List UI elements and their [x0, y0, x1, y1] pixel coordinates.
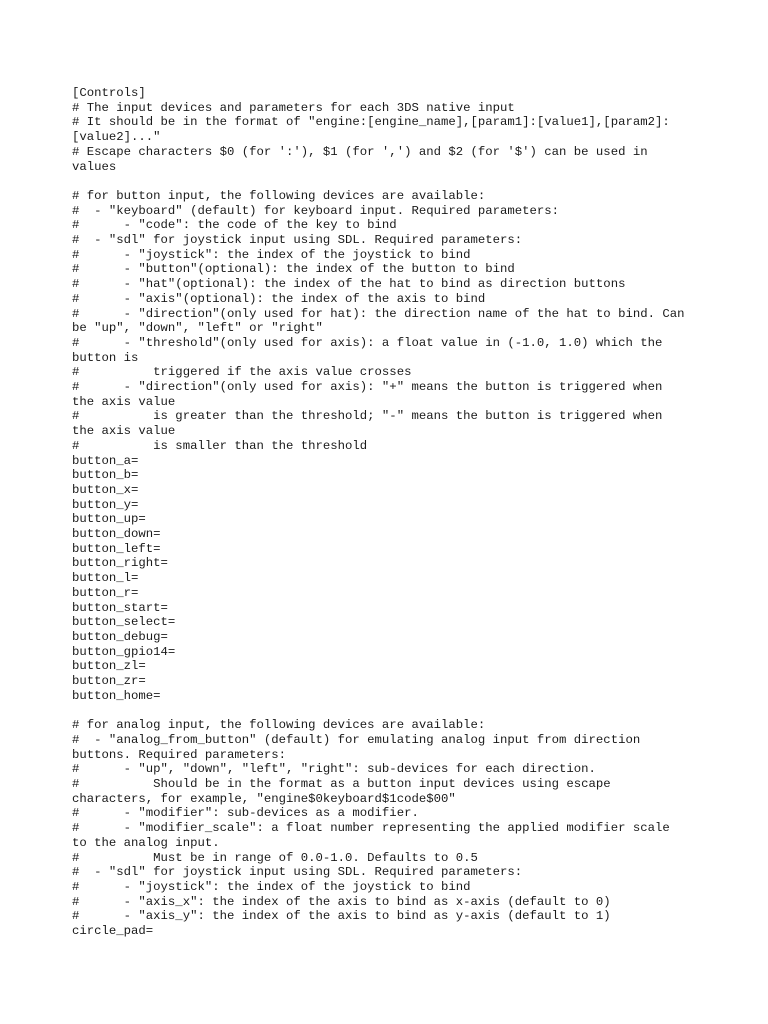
text-line: # - "threshold"(only used for axis): a float value in (-1.0, 1.0) which the	[72, 335, 663, 350]
config-key-line: button_r=	[72, 585, 139, 600]
config-key-line: button_a=	[72, 453, 139, 468]
text-line: values	[72, 159, 117, 174]
text-line: button is	[72, 350, 139, 365]
text-line: # - "analog_from_button" (default) for emulating analog input from direction	[72, 732, 641, 747]
text-line: # is smaller than the threshold	[72, 438, 368, 453]
blank-line	[72, 704, 712, 719]
text-line: [Controls]	[72, 86, 146, 100]
text-line: # - "axis_x": the index of the axis to bind as x-axis (default to 0)	[72, 894, 611, 909]
config-key-line: button_x=	[72, 482, 139, 497]
text-line: # - "axis"(optional): the index of the axis to bind	[72, 291, 486, 306]
button-input-section	[72, 189, 712, 704]
text-line: # - "modifier_scale": a float number representing the applied modifier scale	[72, 821, 670, 836]
config-key-line: button_down=	[72, 527, 161, 542]
text-line: # - "joystick": the index of the joystick to bind	[72, 879, 471, 894]
text-line: # - "sdl" for joystick input using SDL. Required parameters:	[72, 865, 523, 880]
text-line: # - "code": the code of the key to bind	[72, 218, 397, 233]
config-key-line: button_zr=	[72, 674, 146, 689]
text-line: # - "keyboard" (default) for keyboard input. Required parameters:	[72, 203, 560, 218]
text-line: # - "up", "down", "left", "right": sub-devices for each direction.	[72, 762, 596, 777]
text-line: # - "button"(optional): the index of the button to bind	[72, 262, 515, 277]
config-key-line: button_gpio14=	[72, 644, 176, 659]
config-key-line: button_start=	[72, 600, 168, 615]
config-key-line: button_debug=	[72, 630, 168, 644]
config-key-line: button_right=	[72, 556, 168, 571]
config-key-line: circle_pad=	[72, 924, 154, 939]
text-line: # - "axis_y": the index of the axis to bind as y-axis (default to 1)	[72, 909, 611, 924]
config-key-line: button_b=	[72, 468, 139, 483]
text-line: # Escape characters $0 (for ':'), $1 (for ',') and $2 (for '$') can be used in	[72, 144, 648, 159]
config-key-line: button_left=	[72, 541, 161, 556]
config-key-line: button_l=	[72, 571, 139, 586]
analog-input-section	[72, 718, 712, 939]
text-line: the axis value	[72, 394, 176, 409]
text-line: # for button input, the following devices are available:	[72, 188, 486, 203]
text-line: [value2]..."	[72, 130, 161, 145]
blank-line	[72, 174, 712, 189]
config-key-line: button_home=	[72, 688, 161, 703]
text-line: buttons. Required parameters:	[72, 747, 287, 762]
text-line: # - "joystick": the index of the joystick to bind	[72, 247, 471, 262]
text-line: # - "modifier": sub-devices as a modifier.	[72, 806, 419, 821]
text-line: # Should be in the format as a button input devices using escape	[72, 777, 611, 792]
text-line: # Must be in range of 0.0-1.0. Defaults to 0.5	[72, 850, 478, 865]
text-line: characters, for example, "engine$0keyboard$1code$00"	[72, 791, 456, 806]
text-line: # triggered if the axis value crosses	[72, 365, 412, 380]
config-key-line: button_zl=	[72, 659, 146, 674]
text-line: be "up", "down", "left" or "right"	[72, 321, 323, 336]
config-key-line: button_up=	[72, 512, 146, 527]
config-key-line: button_y=	[72, 497, 139, 512]
text-line: the axis value	[72, 424, 176, 439]
controls-header-section	[72, 86, 712, 174]
text-line: # - "sdl" for joystick input using SDL. Required parameters:	[72, 233, 523, 248]
text-line: # The input devices and parameters for each 3DS native input	[72, 100, 515, 115]
config-key-line: button_select=	[72, 615, 176, 630]
text-line: # for analog input, the following devices are available:	[72, 718, 486, 733]
config-document	[72, 86, 712, 939]
text-line: # is greater than the threshold; "-" means the button is triggered when	[72, 409, 663, 424]
text-line: to the analog input.	[72, 835, 220, 850]
text-line: # - "hat"(optional): the index of the hat to bind as direction buttons	[72, 277, 626, 292]
text-line: # - "direction"(only used for hat): the direction name of the hat to bind. Can	[72, 306, 685, 321]
text-line: # - "direction"(only used for axis): "+" means the button is triggered when	[72, 380, 663, 395]
text-line: # It should be in the format of "engine:[engine_name],[param1]:[value1],[param2]:	[72, 115, 670, 130]
